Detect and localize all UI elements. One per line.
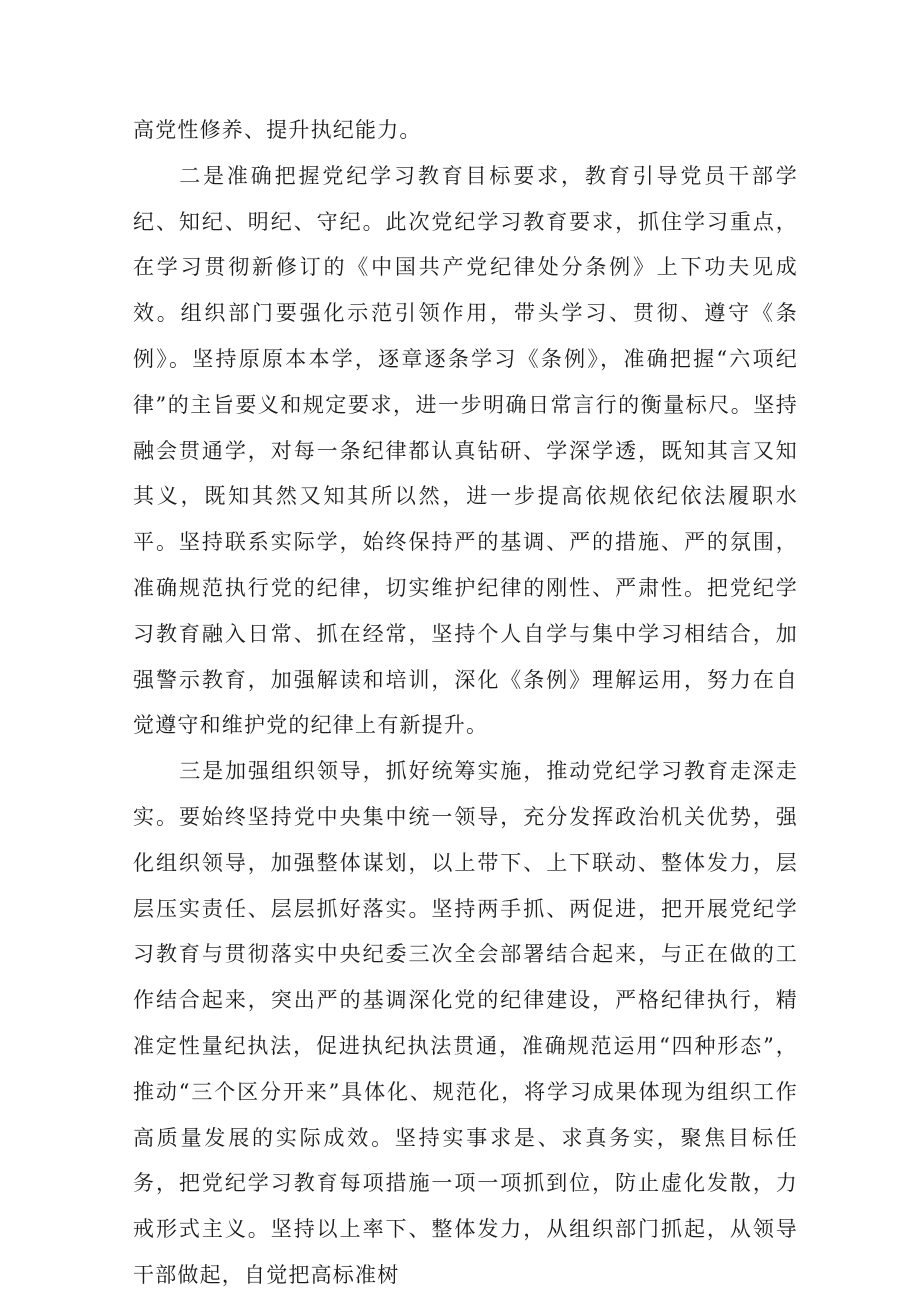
paragraph-2: 二是准确把握党纪学习教育目标要求，教育引导党员干部学纪、知纪、明纪、守纪。此次党纪学习教育要求，抓住学习重点，在学习贯彻新修订的《中国共产党纪律处分条例》上下功夫见成效。组织部门要强化示范引领作用，带头学习、贯彻、遵守《条例》。坚持原原本本学，逐章逐条学习《条例》，准确把握“六项纪律”的主旨要义和规定要求，进一步明确日常言行的衡量标尺。坚持融会贯通学，对每一条纪律都认真钻研、学深学透，既知其言又知其义，既知其然又知其所以然，进一步提高依规依纪依法履职水平。坚持联系实际学，始终保持严的基调、严的措施、严的氛围，准确规范执行党的纪律，切实维护纪律的刚性、严肃性。把党纪学习教育融入日常、抓在经常，坚持个人自学与集中学习相结合，加强警示教育，加强解读和培训，深化《条例》理解运用，努力在自觉遵守和维护党的纪律上有新提升。: [133, 163, 798, 738]
body-text: [133, 108, 798, 1299]
paragraph-1: 高党性修养、提升执纪能力。: [133, 118, 422, 142]
paragraph-3: 三是加强组织领导，抓好统筹实施，推动党纪学习教育走深走实。要始终坚持党中央集中统一领导，充分发挥政治机关优势，强化组织领导，加强整体谋划，以上带下、上下联动、整体发力，层层压实责任、层层抓好落实。坚持两手抓、两促进，把开展党纪学习教育与贯彻落实中央纪委三次全会部署结合起来，与正在做的工作结合起来，突出严的基调深化党的纪律建设，严格纪律执行，精准定性量纪执法，促进执纪执法贯通，准确规范运用“四种形态”，推动“三个区分开来”具体化、规范化，将学习成果体现为组织工作高质量发展的实际成效。坚持实事求是、求真务实，聚焦目标任务，把党纪学习教育每项措施一项一项抓到位，防止虚化发散，力戒形式主义。坚持以上率下、整体发力，从组织部门抓起，从领导干部做起，自觉把高标准树: [133, 759, 798, 1287]
